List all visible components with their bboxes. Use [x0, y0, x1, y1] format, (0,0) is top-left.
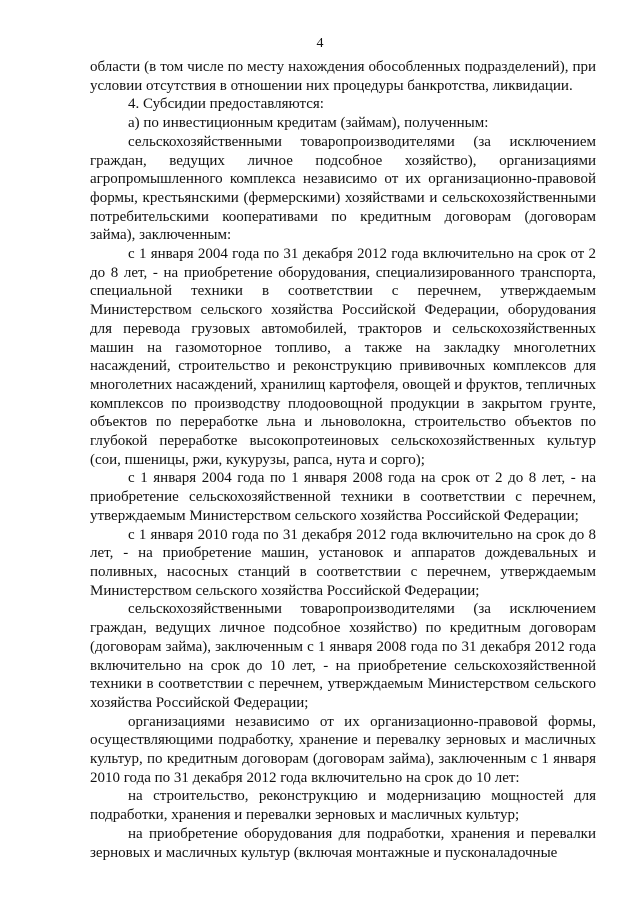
paragraph: на строительство, реконструкцию и модернизацию мощностей для подработки, хранения и перевалки зерновых и масличных культур; — [90, 788, 596, 824]
paragraph: сельскохозяйственными товаропроизводителями (за исключением граждан, ведущих личное подсобное хозяйство) по кредитным договорам (договорам займа), заключенным с 1 января 2008 года по 31 декабря 2012 года включительно на срок до 10 лет, - на приобретение сельскохозяйственной техники в соответствии с перечнем, утверждаемым Министерством сельского хозяйства Российской Федерации; — [90, 601, 596, 711]
paragraph: области (в том числе по месту нахождения обособленных подразделений), при условии отсутствия в отношении них процедуры банкротства, ликвидации. — [90, 59, 596, 94]
paragraph: а) по инвестиционным кредитам (займам), полученным: — [128, 115, 489, 132]
paragraph: с 1 января 2010 года по 31 декабря 2012 года включительно на срок до 8 лет, - на приобретение машин, установок и аппаратов дождевальных и поливных, насосных станций в соответствии с перечнем, утверждаемым Министерством сельского хозяйства Российской Федерации; — [90, 526, 596, 599]
paragraph: 4. Субсидии предоставляются: — [128, 96, 324, 113]
page-number: 4 — [316, 36, 324, 51]
paragraph: с 1 января 2004 года по 1 января 2008 года на срок от 2 до 8 лет, - на приобретение сельскохозяйственной техники в соответствии с перечнем, утверждаемым Министерством сельского хозяйства Российской Федерации; — [90, 470, 596, 524]
paragraph: сельскохозяйственными товаропроизводителями (за исключением граждан, ведущих личное подсобное хозяйство), организациями агропромышленного комплекса независимо от их организационно-правовой формы, крестьянскими (фермерскими) хозяйствами и сельскохозяйственными потребительскими кооперативами по кредитным договорам (договорам займа), заключенным: — [90, 133, 596, 244]
paragraph: с 1 января 2004 года по 31 декабря 2012 года включительно на срок от 2 до 8 лет, - на приобретение оборудования, специализированного транспорта, специальной техники в соответствии с перечнем, утверждаемым Министерством сельского хозяйства Российской Федерации, оборудования для перевода грузовых автомобилей, тракторов и сельскохозяйственных машин на газомоторное топливо, а также на закладку многолетних насаждений, строительство и реконструкцию прививочных комплексов для многолетних насаждений, хранилищ картофеля, овощей и фруктов, тепличных комплексов по производству плодоовощной продукции в закрытом грунте, объектов по переработке льна и льноволокна, строительство объектов по глубокой переработке высокопротеиновых сельскохозяйственных культур (сои, пшеницы, ржи, кукурузы, рапса, нута и сорго); — [90, 246, 596, 468]
document-body — [90, 58, 596, 862]
paragraph: на приобретение оборудования для подработки, хранения и перевалки зерновых и масличных культур (включая монтажные и пусконаладочные — [90, 825, 596, 861]
paragraph: организациями независимо от их организационно-правовой формы, осуществляющими подработку, хранение и перевалку зерновых и масличных культур, по кредитным договорам (договорам займа), заключенным с 1 января 2010 года по 31 декабря 2012 года включительно на срок до 10 лет: — [90, 713, 596, 786]
